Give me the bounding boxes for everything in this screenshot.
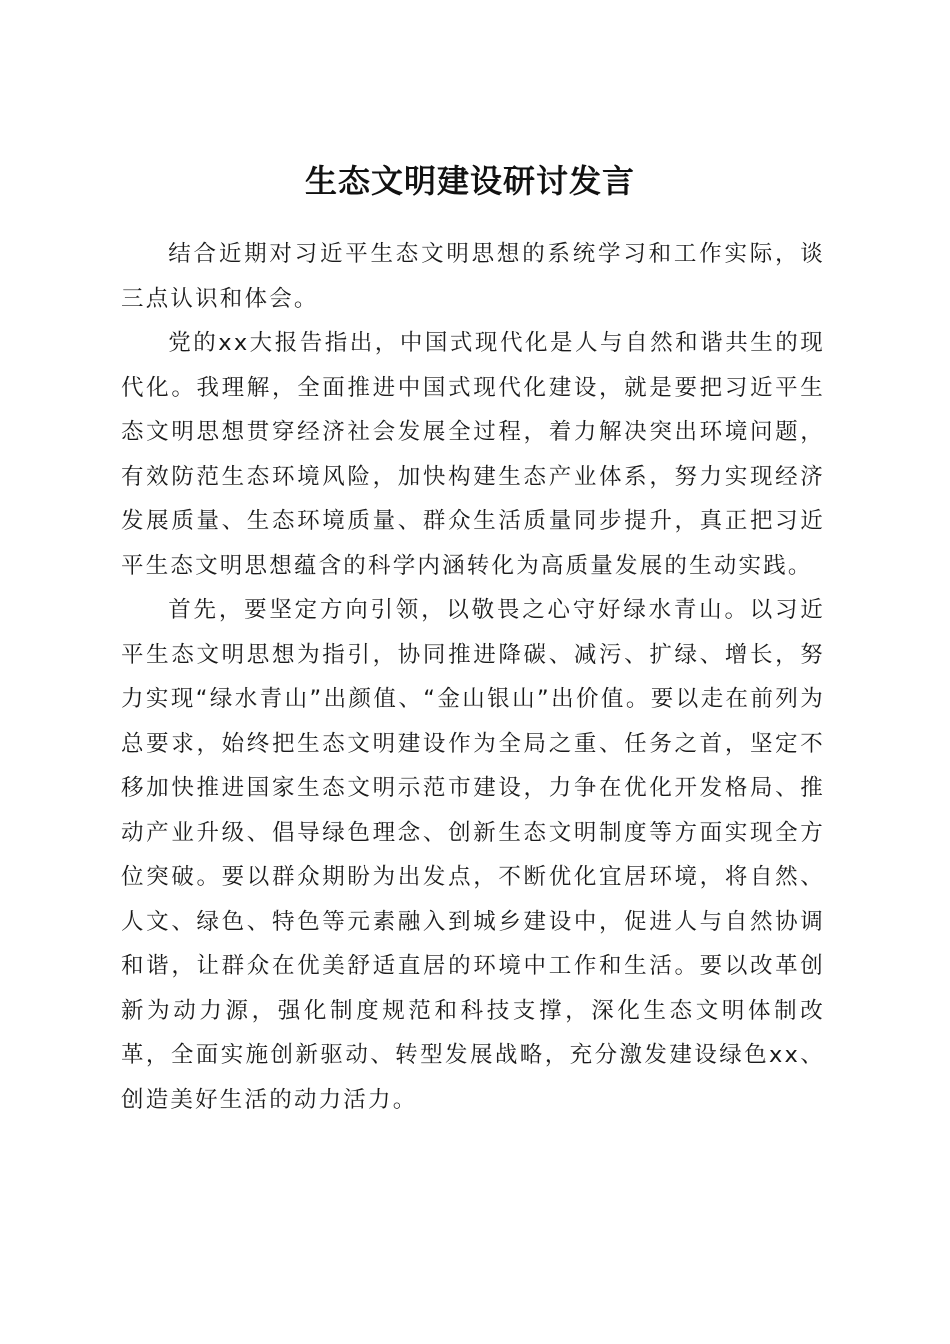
paragraph-report-summary: 党的xx大报告指出，中国式现代化是人与自然和谐共生的现代化。我理解，全面推进中国式现代化建设，就是要把习近平生态文明思想贯穿经济社会发展全过程，着力解决突出环境问题，有效防范生态环境风险，加快构建生态产业体系，努力实现经济发展质量、生态环境质量、群众生活质量同步提升，真正把习近平生态文明思想蕴含的科学内涵转化为高质量发展的生动实践。: [121, 330, 825, 579]
document-title: 生态文明建设研讨发言: [304, 162, 635, 201]
document-body: [121, 232, 825, 1122]
paragraph-intro: 结合近期对习近平生态文明思想的系统学习和工作实际，谈三点认识和体会。: [121, 241, 825, 312]
paragraph-first-point: 首先，要坚定方向引领，以敬畏之心守好绿水青山。以习近平生态文明思想为指引，协同推进降碳、减污、扩绿、增长，努力实现“绿水青山”出颜值、“金山银山”出价值。要以走在前列为总要求，始终把生态文明建设作为全局之重、任务之首，坚定不移加快推进国家生态文明示范市建设，力争在优化开发格局、推动产业升级、倡导绿色理念、创新生态文明制度等方面实现全方位突破。要以群众期盼为出发点，不断优化宜居环境，将自然、人文、绿色、特色等元素融入到城乡建设中，促进人与自然协调和谐，让群众在优美舒适直居的环境中工作和生活。要以改革创新为动力源，强化制度规范和科技支撑，深化生态文明体制改革，全面实施创新驱动、转型发展战略，充分激发建设绿色xx、创造美好生活的动力活力。: [121, 597, 825, 1113]
